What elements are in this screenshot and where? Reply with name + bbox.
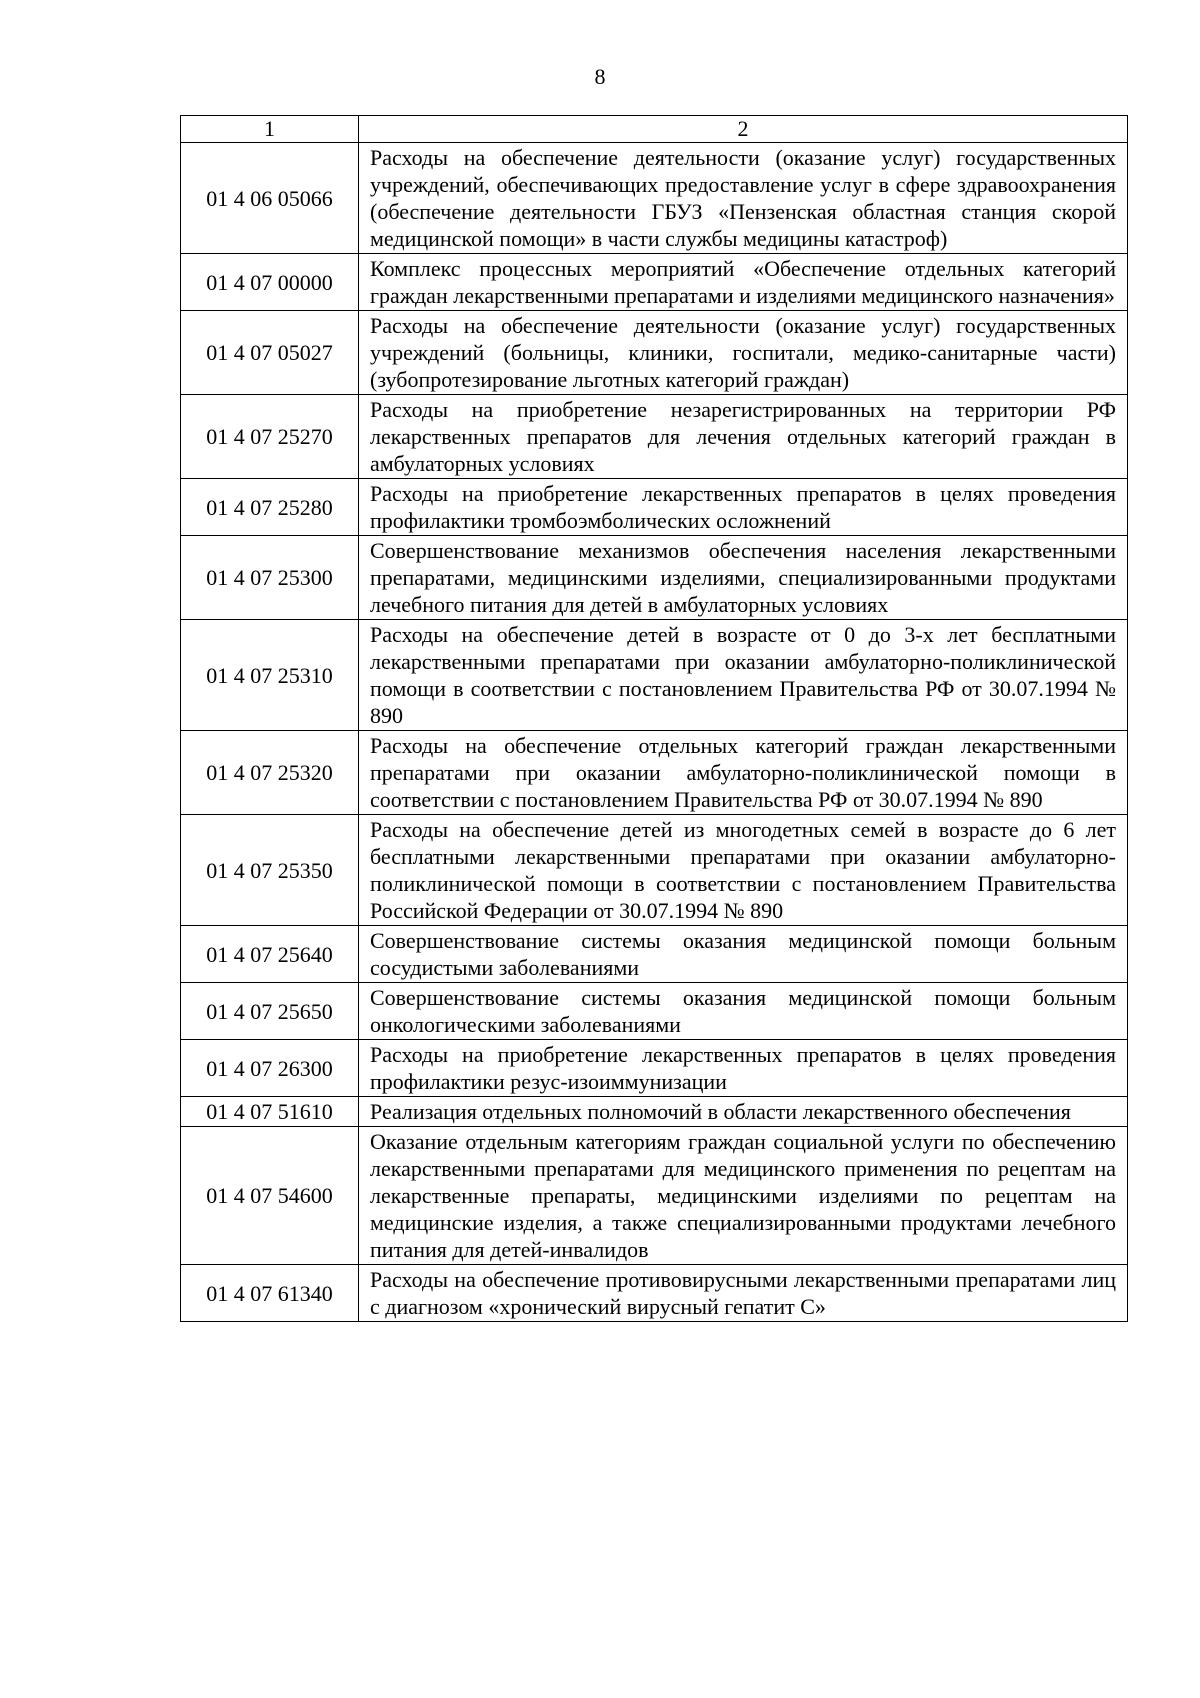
table-row [181,143,1128,254]
classification-table [180,115,1128,1322]
table-row [181,620,1128,731]
description-cell: Расходы на приобретение лекарственных препаратов в целях проведения профилактики резус-изоиммунизации [359,1040,1128,1097]
table-row [181,1127,1128,1265]
table-row [181,1040,1128,1097]
description-cell: Расходы на обеспечение деятельности (оказание услуг) государственных учреждений, обеспечивающих предоставление услуг в сфере здравоохранения (обеспечение деятельности ГБУЗ «Пензенская областная станция скорой медицинской помощи» в части службы медицины катастроф) [359,143,1128,254]
description-cell: Комплекс процессных мероприятий «Обеспечение отдельных категорий граждан лекарственными препаратами и изделиями медицинского назначения» [359,254,1128,311]
table-row [181,731,1128,815]
description-cell: Расходы на обеспечение детей в возрасте от 0 до 3-х лет бесплатными лекарственными препаратами при оказании амбулаторно-поликлинической помощи в соответствии с постановлением Правительства РФ от 30.07.1994 № 890 [359,620,1128,731]
code-cell: 01 4 07 25350 [181,815,359,926]
description-cell: Расходы на приобретение лекарственных препаратов в целях проведения профилактики тромбоэмболических осложнений [359,479,1128,536]
code-cell: 01 4 06 05066 [181,143,359,254]
description-cell: Расходы на обеспечение противовирусными лекарственными препаратами лиц с диагнозом «хронический вирусный гепатит С» [359,1265,1128,1322]
table-row [181,1097,1128,1127]
table-header [181,116,1128,143]
page-number: 8 [594,64,606,89]
header-row [181,116,1128,143]
code-cell: 01 4 07 25310 [181,620,359,731]
table-row [181,815,1128,926]
code-cell: 01 4 07 54600 [181,1127,359,1265]
table-row [181,1265,1128,1322]
code-cell: 01 4 07 61340 [181,1265,359,1322]
header-col-2: 2 [359,116,1128,143]
description-cell: Реализация отдельных полномочий в области лекарственного обеспечения [359,1097,1128,1127]
description-cell: Расходы на обеспечение детей из многодетных семей в возрасте до 6 лет бесплатными лекарственными препаратами при оказании амбулаторно-поликлинической помощи в соответствии с постановлением Правительства Российской Федерации от 30.07.1994 № 890 [359,815,1128,926]
description-cell: Оказание отдельным категориям граждан социальной услуги по обеспечению лекарственными препаратами для медицинского применения по рецептам на лекарственные препараты, медицинскими изделиями по рецептам на медицинские изделия, а также специализированными продуктами лечебного питания для детей-инвалидов [359,1127,1128,1265]
table-row [181,536,1128,620]
code-cell: 01 4 07 26300 [181,1040,359,1097]
description-cell: Расходы на приобретение незарегистрированных на территории РФ лекарственных препаратов для лечения отдельных категорий граждан в амбулаторных условиях [359,395,1128,479]
description-cell: Совершенствование механизмов обеспечения населения лекарственными препаратами, медицинскими изделиями, специализированными продуктами лечебного питания для детей в амбулаторных условиях [359,536,1128,620]
code-cell: 01 4 07 25640 [181,926,359,983]
table-row [181,926,1128,983]
code-cell: 01 4 07 25650 [181,983,359,1040]
header-col-1: 1 [181,116,359,143]
table-row [181,254,1128,311]
code-cell: 01 4 07 25300 [181,536,359,620]
description-cell: Расходы на обеспечение деятельности (оказание услуг) государственных учреждений (больницы, клиники, госпитали, медико-санитарные части) (зубопротезирование льготных категорий граждан) [359,311,1128,395]
table-row [181,983,1128,1040]
description-cell: Совершенствование системы оказания медицинской помощи больным онкологическими заболеваниями [359,983,1128,1040]
table-row [181,479,1128,536]
table-row [181,311,1128,395]
code-cell: 01 4 07 25270 [181,395,359,479]
code-cell: 01 4 07 05027 [181,311,359,395]
table-body [181,143,1128,1322]
code-cell: 01 4 07 25320 [181,731,359,815]
table-row [181,395,1128,479]
description-cell: Совершенствование системы оказания медицинской помощи больным сосудистыми заболеваниями [359,926,1128,983]
code-cell: 01 4 07 51610 [181,1097,359,1127]
code-cell: 01 4 07 25280 [181,479,359,536]
code-cell: 01 4 07 00000 [181,254,359,311]
description-cell: Расходы на обеспечение отдельных категорий граждан лекарственными препаратами при оказании амбулаторно-поликлинической помощи в соответствии с постановлением Правительства РФ от 30.07.1994 № 890 [359,731,1128,815]
